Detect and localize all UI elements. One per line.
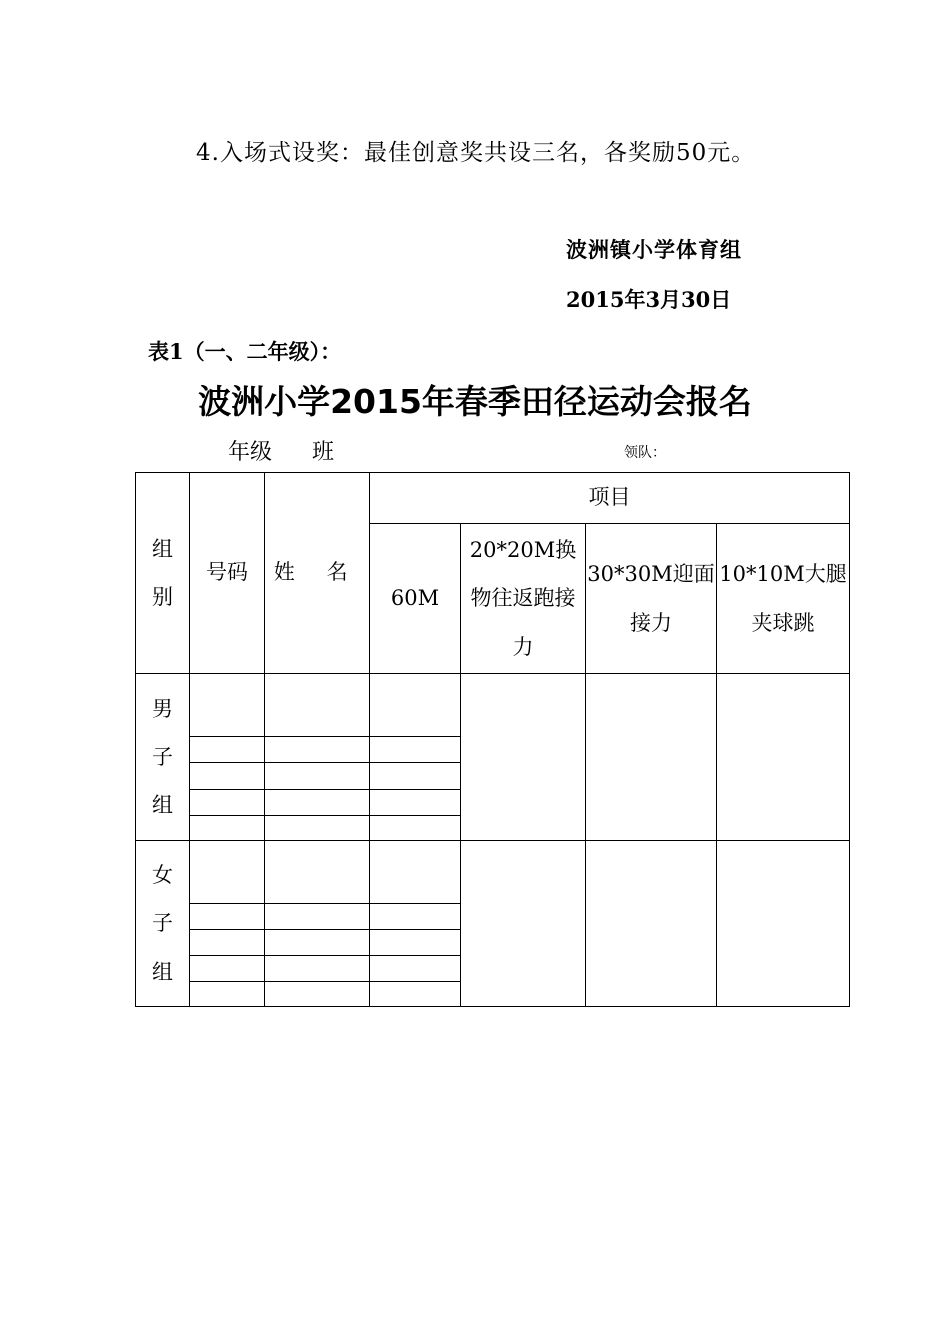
- events-header: 项目: [588, 485, 631, 510]
- name-cell[interactable]: [265, 982, 370, 1007]
- event-60m-cell: [370, 524, 461, 674]
- event-face-relay: 30*30M迎面接力: [587, 562, 715, 635]
- group-boys-cell: [136, 674, 190, 841]
- group-boys: 男子组: [152, 696, 173, 818]
- number-cell[interactable]: [190, 982, 265, 1007]
- event-60m-entry[interactable]: [370, 841, 461, 904]
- group-girls: 女子组: [152, 863, 173, 984]
- name-cell[interactable]: [265, 737, 370, 763]
- signature-org: 波洲镇小学体育组: [566, 237, 742, 262]
- name-header: 姓 名: [273, 560, 361, 585]
- number-cell[interactable]: [190, 674, 265, 737]
- number-cell[interactable]: [190, 790, 265, 816]
- event-60m-entry[interactable]: [370, 816, 461, 841]
- group-header-cell: [136, 473, 190, 674]
- award-line: 4.入场式设奖：最佳创意奖共设三名，各奖励50元。: [196, 140, 756, 166]
- event-60m-entry[interactable]: [370, 956, 461, 982]
- event-60m-entry[interactable]: [370, 790, 461, 816]
- event-exchange-relay-entry[interactable]: [461, 841, 586, 1007]
- name-cell[interactable]: [265, 841, 370, 904]
- number-cell[interactable]: [190, 841, 265, 904]
- event-exchange-relay: 20*20M换物往返跑接力: [469, 538, 577, 659]
- event-60m-entry[interactable]: [370, 930, 461, 956]
- number-cell[interactable]: [190, 930, 265, 956]
- event-exchange-relay-entry[interactable]: [461, 674, 586, 841]
- event-face-relay-entry[interactable]: [586, 674, 717, 841]
- table-label: 表1（一、二年级）：: [148, 339, 342, 364]
- event-60m-entry[interactable]: [370, 674, 461, 737]
- signature-date: 2015年3月30日: [566, 287, 732, 312]
- event-60m-entry[interactable]: [370, 904, 461, 930]
- name-cell[interactable]: [265, 790, 370, 816]
- number-header: 号码: [206, 560, 248, 585]
- event-60m-entry[interactable]: [370, 763, 461, 790]
- name-cell[interactable]: [265, 930, 370, 956]
- name-cell[interactable]: [265, 956, 370, 982]
- number-cell[interactable]: [190, 763, 265, 790]
- signup-table: [135, 472, 850, 1007]
- number-cell[interactable]: [190, 956, 265, 982]
- event-exchange-relay-cell: [461, 524, 586, 674]
- group-girls-cell: [136, 841, 190, 1007]
- event-ball-jump: 10*10M大腿夹球跳: [719, 562, 847, 635]
- leader-label: 领队：: [624, 445, 666, 461]
- events-header-cell: [370, 473, 850, 524]
- name-header-cell: [265, 473, 370, 674]
- name-cell[interactable]: [265, 816, 370, 841]
- number-cell[interactable]: [190, 904, 265, 930]
- form-title: 波洲小学2015年春季田径运动会报名: [198, 382, 752, 421]
- group-header: 组别: [152, 536, 173, 609]
- event-ball-jump-entry[interactable]: [717, 841, 850, 1007]
- number-header-cell: [190, 473, 265, 674]
- class-label: 班: [312, 440, 335, 465]
- event-ball-jump-cell: [717, 524, 850, 674]
- event-face-relay-entry[interactable]: [586, 841, 717, 1007]
- name-cell[interactable]: [265, 674, 370, 737]
- event-60m: 60M: [390, 585, 440, 610]
- number-cell[interactable]: [190, 816, 265, 841]
- name-cell[interactable]: [265, 763, 370, 790]
- grade-label: 年级: [228, 440, 273, 465]
- name-cell[interactable]: [265, 904, 370, 930]
- event-face-relay-cell: [586, 524, 717, 674]
- event-60m-entry[interactable]: [370, 982, 461, 1007]
- event-ball-jump-entry[interactable]: [717, 674, 850, 841]
- number-cell[interactable]: [190, 737, 265, 763]
- grade-class-line: [228, 435, 334, 466]
- event-60m-entry[interactable]: [370, 737, 461, 763]
